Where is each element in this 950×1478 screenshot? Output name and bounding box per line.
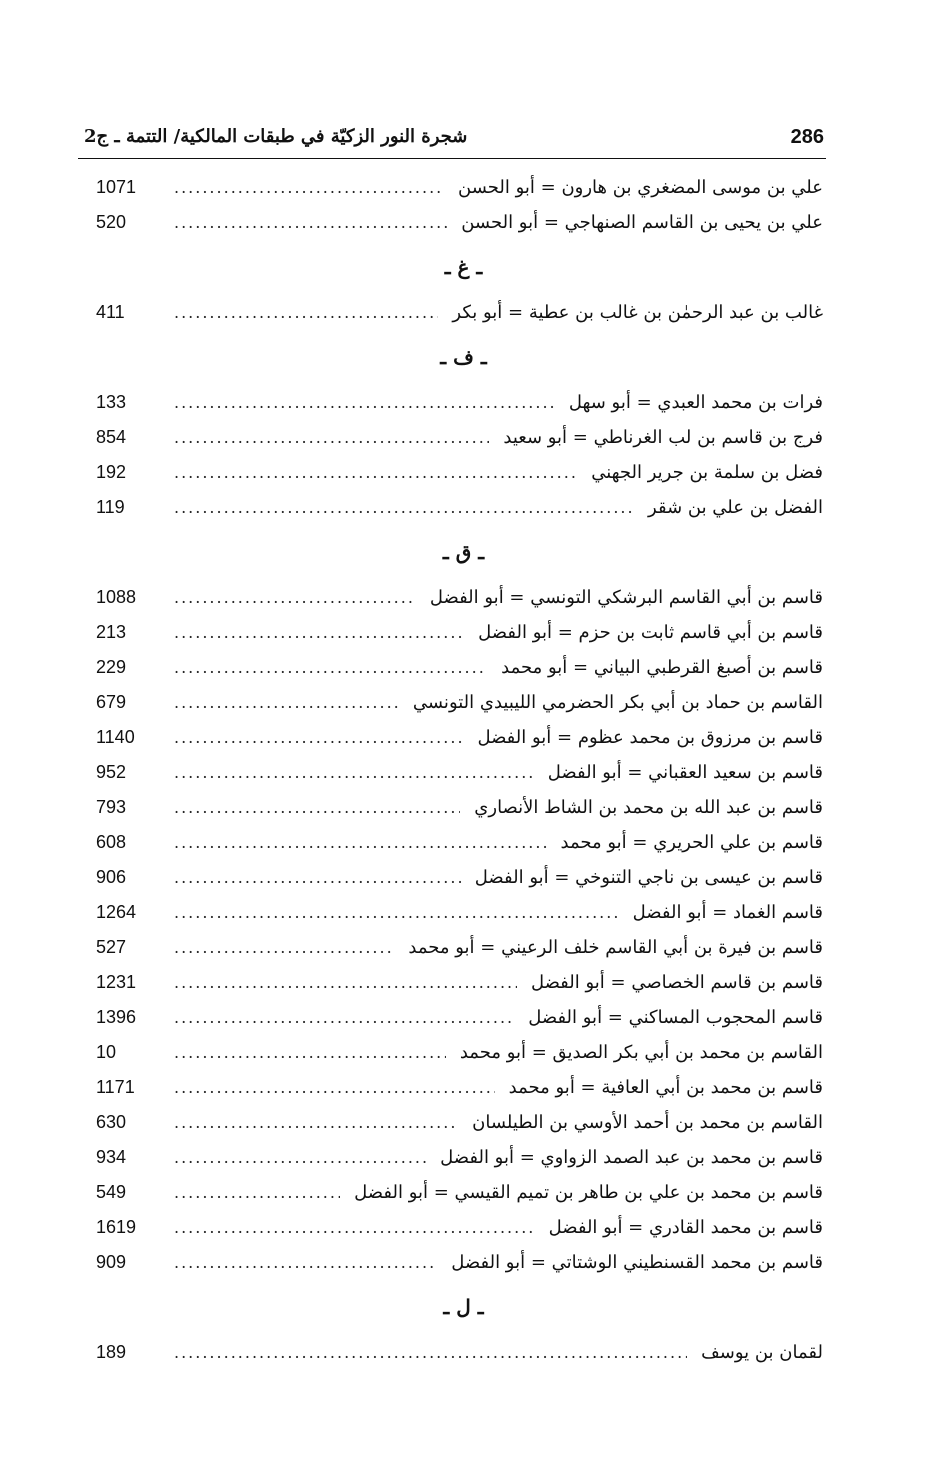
entry-name: قاسم المحجوب المساكني = أبو الفضل <box>528 1007 823 1028</box>
entry-name: لقمان بن يوسف <box>701 1342 823 1363</box>
entry-name: الفضل بن علي بن شقر <box>648 497 823 518</box>
entry-page-number: 952 <box>96 762 127 782</box>
entry-name: القاسم بن محمد بن أحمد الأوسي بن الطيلسان <box>472 1112 823 1133</box>
dot-leader <box>174 1335 687 1370</box>
dot-leader <box>174 720 463 755</box>
index-entry <box>96 1070 823 1105</box>
index-entry <box>96 420 823 455</box>
entry-page-number: 10 <box>96 1042 117 1062</box>
entry-page-number: 1088 <box>96 587 137 607</box>
entry-name: قاسم بن فيرة بن أبي القاسم خلف الرعيني = أبو محمد <box>408 937 823 958</box>
dot-leader <box>174 650 487 685</box>
dot-leader <box>174 205 447 240</box>
dot-leader <box>174 1175 340 1210</box>
index-list <box>96 170 823 1370</box>
dot-leader <box>174 1245 437 1280</box>
entry-name: علي بن موسى المضغري بن هارون = أبو الحسن <box>458 177 823 198</box>
entry-page-number: 133 <box>96 392 127 412</box>
index-entry <box>96 1105 823 1140</box>
entry-page-number: 1396 <box>96 1007 137 1027</box>
entry-page-number: 549 <box>96 1182 127 1202</box>
entry-page-number: 229 <box>96 657 127 677</box>
index-entry <box>96 580 823 615</box>
dot-leader <box>174 1000 514 1035</box>
entry-page-number: 909 <box>96 1252 127 1272</box>
index-entry <box>96 685 823 720</box>
index-entry <box>96 615 823 650</box>
page-header <box>78 124 826 159</box>
entry-name: قاسم بن محمد بن عبد الصمد الزواوي = أبو الفضل <box>440 1147 823 1168</box>
index-entry <box>96 650 823 685</box>
index-entry <box>96 895 823 930</box>
dot-leader <box>174 825 547 860</box>
index-entry <box>96 860 823 895</box>
entry-page-number: 608 <box>96 832 127 852</box>
dot-leader <box>174 490 634 525</box>
section-heading: ـ ف ـ <box>440 345 487 369</box>
entry-name: قاسم بن محمد القادري = أبو الفضل <box>548 1217 823 1238</box>
index-entry <box>96 1245 823 1280</box>
entry-page-number: 854 <box>96 427 127 447</box>
index-entry <box>96 1335 823 1370</box>
dot-leader <box>174 1140 426 1175</box>
dot-leader <box>174 615 464 650</box>
section-heading: ـ ل ـ <box>443 1295 484 1319</box>
entry-page-number: 192 <box>96 462 127 482</box>
entry-name: قاسم بن سعيد العقباني = أبو الفضل <box>547 762 823 783</box>
section-heading: ـ غ ـ <box>444 255 483 279</box>
index-entry <box>96 455 823 490</box>
index-entry <box>96 825 823 860</box>
dot-leader <box>174 755 534 790</box>
entry-page-number: 1231 <box>96 972 137 992</box>
entry-name: قاسم بن علي الحريري = أبو محمد <box>560 832 823 853</box>
index-entry <box>96 1140 823 1175</box>
entry-page-number: 679 <box>96 692 127 712</box>
entry-name: غالب بن عبد الرحمٰن بن غالب بن عطية = أبو بكر <box>452 302 823 323</box>
entry-name: قاسم بن أبي القاسم البرشكي التونسي = أبو الفضل <box>429 587 823 608</box>
index-entry <box>96 490 823 525</box>
dot-leader <box>174 420 489 455</box>
entry-name: القاسم بن حماد بن أبي بكر الحضرمي الليبيدي التونسي <box>412 692 823 713</box>
entry-name: قاسم بن محمد القسنطيني الوشتاتي = أبو الفضل <box>451 1252 823 1273</box>
entry-page-number: 119 <box>96 497 125 517</box>
index-entry <box>96 170 823 205</box>
dot-leader <box>174 685 399 720</box>
entry-name: قاسم بن مرزوق بن محمد عظوم = أبو الفضل <box>477 727 823 748</box>
dot-leader <box>174 1105 458 1140</box>
entry-name: فرات بن محمد العبدي = أبو سهل <box>568 392 823 413</box>
entry-page-number: 411 <box>96 302 125 322</box>
index-entry <box>96 720 823 755</box>
entry-name: قاسم بن أبي قاسم ثابت بن حزم = أبو الفضل <box>478 622 823 643</box>
index-entry <box>96 965 823 1000</box>
section-heading: ـ ق ـ <box>442 540 485 564</box>
entry-page-number: 527 <box>96 937 127 957</box>
entry-name: علي بن يحيى بن القاسم الصنهاجي = أبو الحسن <box>461 212 823 233</box>
entry-page-number: 189 <box>96 1342 127 1362</box>
dot-leader <box>174 930 394 965</box>
entry-page-number: 906 <box>96 867 127 887</box>
entry-page-number: 1264 <box>96 902 137 922</box>
entry-page-number: 793 <box>96 797 127 817</box>
entry-name: قاسم بن محمد بن علي بن طاهر بن تميم القيسي = أبو الفضل <box>354 1182 823 1203</box>
entry-name: قاسم بن أصبغ القرطبي البياني = أبو محمد <box>501 657 823 678</box>
index-entry <box>96 1035 823 1070</box>
entry-name: القاسم بن محمد بن أبي بكر الصديق = أبو محمد <box>459 1042 823 1063</box>
index-entry <box>96 1175 823 1210</box>
index-entry <box>96 790 823 825</box>
dot-leader <box>174 895 619 930</box>
entry-page-number: 520 <box>96 212 127 232</box>
dot-leader <box>174 580 416 615</box>
index-entry <box>96 1210 823 1245</box>
entry-page-number: 1619 <box>96 1217 137 1237</box>
entry-page-number: 1171 <box>96 1077 135 1097</box>
entry-name: فرج بن قاسم بن لب الغرناطي = أبو سعيد <box>503 427 823 448</box>
entry-page-number: 213 <box>96 622 127 642</box>
entry-name: قاسم الغماد = أبو الفضل <box>632 902 823 923</box>
index-entry <box>96 385 823 420</box>
dot-leader <box>174 790 460 825</box>
entry-name: فضل بن سلمة بن جرير الجهني <box>591 462 823 483</box>
dot-leader <box>174 1210 535 1245</box>
entry-name: قاسم بن محمد بن أبي العافية = أبو محمد <box>508 1077 823 1098</box>
index-entry <box>96 930 823 965</box>
entry-page-number: 1071 <box>96 177 137 197</box>
entry-name: قاسم بن عيسى بن ناجي التنوخي = أبو الفضل <box>474 867 823 888</box>
entry-name: قاسم بن قاسم الخصاصي = أبو الفضل <box>530 972 823 993</box>
index-entry <box>96 755 823 790</box>
dot-leader <box>174 170 444 205</box>
entry-page-number: 1140 <box>96 727 135 747</box>
running-title: شجرة النور الزكيّة في طبقات المالكية/ التتمة ـ ج2 <box>84 126 468 147</box>
index-entry <box>96 295 823 330</box>
dot-leader <box>174 295 438 330</box>
entry-page-number: 630 <box>96 1112 127 1132</box>
dot-leader <box>174 1035 446 1070</box>
page-number: 286 <box>790 126 824 148</box>
entry-page-number: 934 <box>96 1147 127 1167</box>
dot-leader <box>174 860 461 895</box>
dot-leader <box>174 965 517 1000</box>
dot-leader <box>174 455 577 490</box>
dot-leader <box>174 385 555 420</box>
dot-leader <box>174 1070 495 1105</box>
entry-name: قاسم بن عبد الله بن محمد بن الشاط الأنصاري <box>474 797 823 818</box>
index-entry <box>96 205 823 240</box>
index-entry <box>96 1000 823 1035</box>
